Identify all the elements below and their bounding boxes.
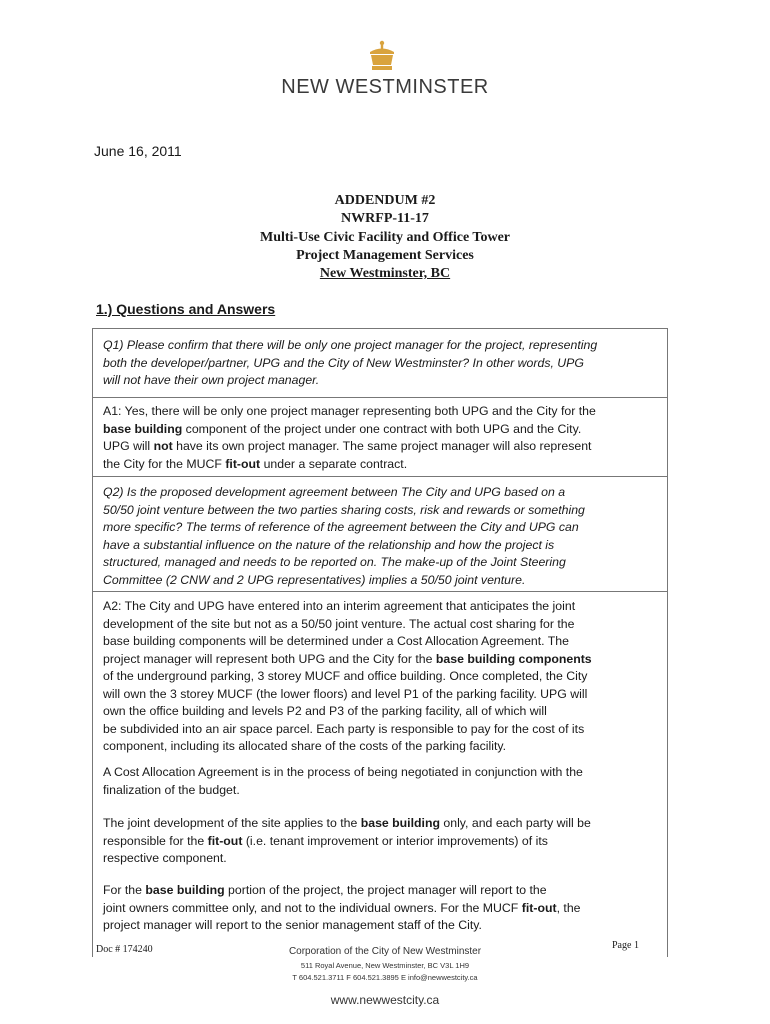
a2-line: project manager will represent both UPG and the City for the base building components [103,651,592,666]
a2-line: finalization of the budget. [103,782,240,797]
service-title: Project Management Services [296,248,474,263]
q2-line: structured, managed and needs to be reported on. The make-up of the Joint Steering [103,555,566,569]
q2-line: 50/50 joint venture between the two parties sharing costs, risk and rewards or something [103,502,585,517]
a2-line: component, including its allocated share of the costs of the parking facility. [103,739,507,753]
a2-line: own the office building and levels P2 and P3 of the parking facility, all of which will [103,704,547,718]
location-title: New Westminster, BC [319,266,451,281]
footer-address: 511 Royal Avenue, New Westminster, BC V3L 1H9 [300,961,470,970]
crown-icon [364,40,400,74]
a2-line: The joint development of the site applies to the base building only, and each party will be [103,816,591,830]
footer-corporation: Corporation of the City of New Westminster [288,946,482,957]
answer-2 [92,592,668,957]
city-wordmark: NEW WESTMINSTER [281,76,489,98]
a1-line: the City for the MUCF fit-out under a separate contract. [103,456,408,471]
a1-line: base building component of the project under one contract with both UPG and the City. [103,421,582,436]
a2-line: will own the 3 storey MUCF (the lower floors) and level P1 of the parking facility. UPG will [103,686,588,701]
document-number: Doc # 174240 [96,944,153,955]
a2-line: respective component. [103,851,227,865]
q2-line: Committee (2 CNW and 2 UPG representatives) implies a 50/50 joint venture. [103,572,526,587]
footer-contact: T 604.521.3711 F 604.521.3895 E info@newwestcity.ca [292,973,478,982]
addendum-title: ADDENDUM #2 [334,193,436,208]
q2-line: have a substantial influence on the nature of the relationship and how the project is [103,537,555,552]
a2-line: A Cost Allocation Agreement is in the process of being negotiated in conjunction with the [103,765,583,779]
a1-line: A1: Yes, there will be only one project manager representing both UPG and the City for the [103,404,596,418]
page-number: Page 1 [612,940,639,951]
a2-line: project manager will report to the senior management staff of the City. [103,918,482,932]
q1-line: will not have their own project manager. [103,373,320,387]
a2-line: base building components will be determined under a Cost Allocation Agreement. The [103,634,569,648]
a2-line: A2: The City and UPG have entered into an interim agreement that anticipates the joint [103,599,576,613]
a2-line: be subdivided into an air space parcel. Each party is responsible to pay for the cost of its [103,721,585,736]
a2-line: of the underground parking, 3 storey MUCF and office building. Once completed, the City [103,669,588,683]
q1-line: Q1) Please confirm that there will be only one project manager for the project, representing [103,338,598,352]
question-1 [92,328,668,398]
footer-website-link[interactable]: www.newwestcity.ca [330,993,440,1007]
answer-1 [92,398,668,477]
q2-line: more specific? The terms of reference of the agreement between the City and UPG can [103,520,579,534]
rfp-number: NWRFP-11-17 [341,211,429,226]
a2-line: For the base building portion of the project, the project manager will report to the [103,883,547,897]
question-2 [92,477,668,592]
section-heading: 1.) Questions and Answers [96,301,276,317]
a2-line: joint owners committee only, and not to the individual owners. For the MUCF fit-out, the [103,900,581,915]
a2-line: development of the site but not as a 50/50 joint venture. The actual cost sharing for the [103,616,575,631]
a2-line: responsible for the fit-out (i.e. tenant improvement or interior improvements) of its [103,833,548,848]
project-title: Multi-Use Civic Facility and Office Tower [259,230,511,245]
a1-line: UPG will not have its own project manager. The same project manager will also represent [103,439,592,453]
document-date: June 16, 2011 [94,143,182,159]
q2-line: Q2) Is the proposed development agreement between The City and UPG based on a [103,485,566,499]
q1-line: both the developer/partner, UPG and the City of New Westminster? In other words, UPG [103,355,584,370]
